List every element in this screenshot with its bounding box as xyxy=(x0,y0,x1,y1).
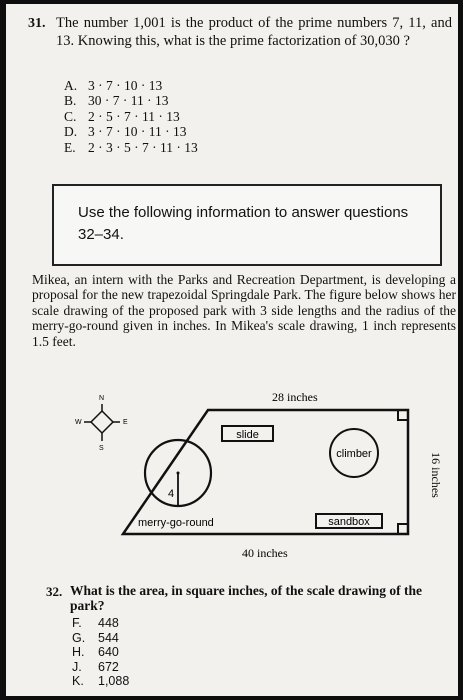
sandbox-label: sandbox xyxy=(328,516,370,528)
choice-text: 3 · 7 · 10 · 11 · 13 xyxy=(88,124,187,140)
question-32-stem: What is the area, in square inches, of the scale drawing of the park? xyxy=(70,583,422,614)
answer-f[interactable] xyxy=(72,616,129,631)
compass-west-label: W xyxy=(75,419,82,426)
answer-letter: F. xyxy=(72,616,82,630)
choice-text: 2 · 5 · 7 · 11 · 13 xyxy=(88,108,180,124)
question-32-answers xyxy=(72,616,129,689)
park-scale-drawing xyxy=(6,389,458,569)
compass-south-label: S xyxy=(99,445,104,452)
bottom-side-length: 40 inches xyxy=(242,546,288,560)
compass-north-label: N xyxy=(99,395,105,402)
choice-text: 3 · 7 · 10 · 13 xyxy=(88,78,163,93)
merry-go-round-label: merry-go-round xyxy=(138,517,214,529)
slide-label: slide xyxy=(236,429,259,441)
choice-letter: D. xyxy=(64,124,78,140)
question-31-number: 31. xyxy=(28,16,46,31)
question-31-choices xyxy=(64,78,198,155)
instructions-box xyxy=(52,184,442,266)
answer-j[interactable] xyxy=(72,660,129,675)
compass-rose-icon xyxy=(75,395,128,452)
choice-letter: A. xyxy=(64,78,78,93)
test-page xyxy=(6,4,458,696)
answer-text: 640 xyxy=(98,645,119,660)
choice-letter: B. xyxy=(64,93,77,109)
corner-marker xyxy=(398,410,408,420)
answer-letter: J. xyxy=(72,659,82,674)
answer-g[interactable] xyxy=(72,631,129,646)
corner-marker xyxy=(398,524,408,534)
compass-east-label: E xyxy=(123,419,128,426)
radius-label: 4 xyxy=(168,488,175,500)
answer-letter: K. xyxy=(72,674,84,689)
answer-h[interactable] xyxy=(72,645,129,660)
answer-text: 672 xyxy=(98,659,119,674)
answer-text: 448 xyxy=(98,616,119,630)
choice-d[interactable] xyxy=(64,124,198,139)
choice-letter: C. xyxy=(64,108,77,124)
answer-text: 1,088 xyxy=(98,674,130,689)
instructions-text: Use the following information to answer questions 32–34. xyxy=(78,204,409,243)
passage-text: Mikea, an intern with the Parks and Recreation Department, is developing a proposal for the new trapezoidal Springdale Park. The figure below shows her scale drawing of the proposed park with 3 side lengths and the radius of the merry-go-round given in inches. In Mikea's scale drawing, 1 inch represents 1.5 feet. xyxy=(32,272,456,349)
question-32-number: 32. xyxy=(46,584,63,599)
choice-c[interactable] xyxy=(64,109,198,124)
climber-label: climber xyxy=(336,448,372,460)
choice-a[interactable] xyxy=(64,78,198,93)
choice-b[interactable] xyxy=(64,93,198,108)
choice-e[interactable] xyxy=(64,140,198,155)
answer-letter: H. xyxy=(72,645,85,660)
choice-text: 30 · 7 · 11 · 13 xyxy=(88,93,169,109)
choice-letter: E. xyxy=(64,139,76,155)
question-31-stem: The number 1,001 is the product of the prime numbers 7, 11, and 13. Knowing this, what is the prime factorization of 30,030 ? xyxy=(56,15,452,49)
top-side-length: 28 inches xyxy=(272,390,318,404)
answer-k[interactable] xyxy=(72,674,129,689)
answer-text: 544 xyxy=(98,630,119,645)
right-side-length: 16 inches xyxy=(429,452,443,498)
choice-text: 2 · 3 · 5 · 7 · 11 · 13 xyxy=(88,139,198,155)
answer-letter: G. xyxy=(72,630,86,645)
